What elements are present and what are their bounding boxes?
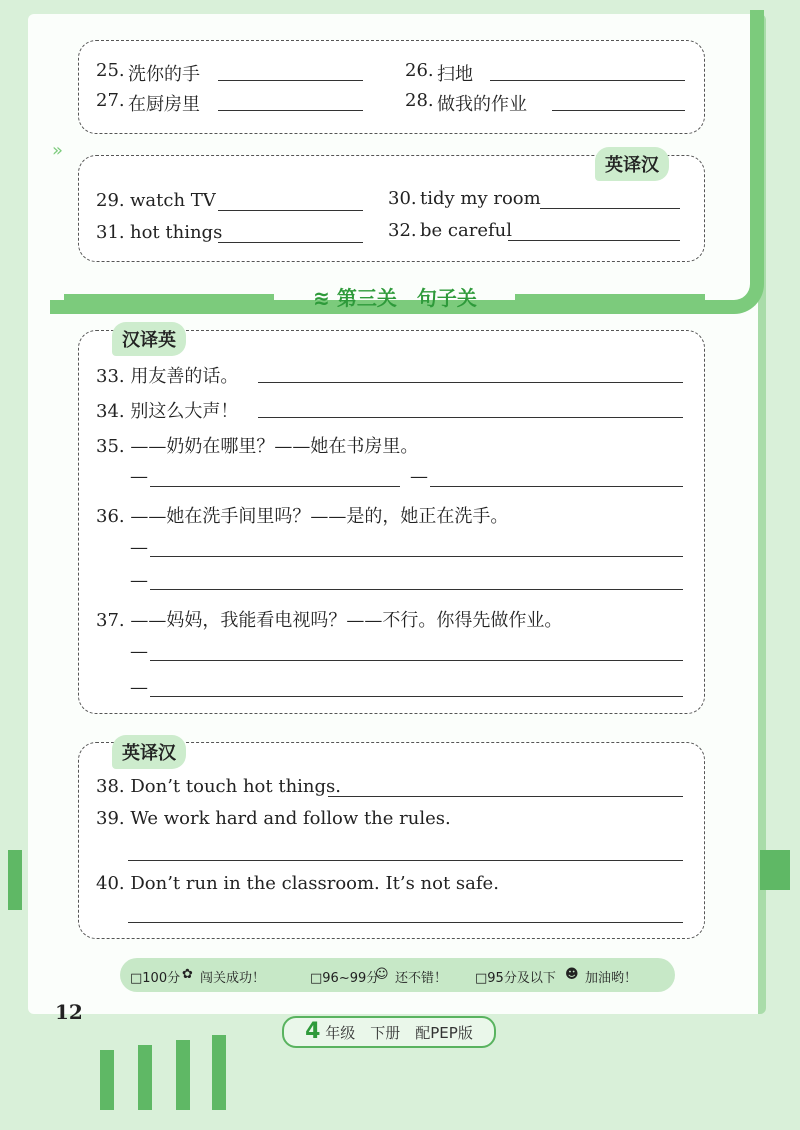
- answer-line-32[interactable]: [508, 240, 680, 241]
- decoration-bar: [212, 1035, 226, 1110]
- chevron-icon: »: [52, 140, 64, 161]
- score-95-checkbox[interactable]: □95分及以下: [475, 971, 556, 986]
- score-100-message: 闯关成功！: [200, 971, 266, 986]
- question-33: 33. 用友善的话。: [96, 366, 239, 387]
- item-28-text: 做我的作业: [437, 94, 527, 115]
- section-bar-left: [64, 294, 274, 304]
- dash-37a: —: [130, 641, 148, 662]
- question-35: 35. ——奶奶在哪里？——她在书房里。: [96, 436, 419, 457]
- answer-line-25[interactable]: [218, 80, 363, 81]
- decoration-bar: [176, 1040, 190, 1110]
- decoration-bar: [8, 850, 22, 910]
- tag-en-to-cn-2: 英译汉: [112, 735, 186, 769]
- score-96-checkbox[interactable]: □96~99分: [310, 971, 380, 986]
- answer-line-38[interactable]: [328, 796, 683, 797]
- answer-line-36a[interactable]: [150, 556, 683, 557]
- item-25-text: 洗你的手: [128, 64, 200, 85]
- answer-line-30[interactable]: [540, 208, 680, 209]
- item-25: 25.: [96, 60, 125, 81]
- answer-line-36b[interactable]: [150, 589, 683, 590]
- answer-line-33[interactable]: [258, 382, 683, 383]
- dash-35b: —: [410, 466, 428, 487]
- grade-text: 年级 下册 配PEP版: [325, 1024, 473, 1042]
- wave-icon: ≋: [313, 286, 330, 310]
- answer-line-35a[interactable]: [150, 486, 400, 487]
- smile-face-icon: ☺: [375, 967, 389, 982]
- item-31-text: hot things: [130, 222, 223, 243]
- vocab-box-1: [78, 40, 705, 134]
- grade-footer: [282, 1016, 496, 1048]
- item-31: 31.: [96, 222, 125, 243]
- dash-35a: —: [130, 466, 148, 487]
- score-96-message: 还不错！: [395, 971, 448, 986]
- cheer-face-icon: ☻: [565, 967, 579, 982]
- dash-36b: —: [130, 570, 148, 591]
- decoration-bar: [100, 1050, 114, 1110]
- question-40: 40. Don’t run in the classroom. It’s not safe.: [96, 873, 499, 894]
- item-27: 27.: [96, 90, 125, 111]
- score-95-message: 加油哟！: [585, 971, 638, 986]
- flower-face-icon: ✿: [182, 967, 193, 982]
- answer-line-31[interactable]: [218, 242, 363, 243]
- section-title-text: 第三关 句子关: [336, 286, 477, 310]
- item-28: 28.: [405, 90, 434, 111]
- question-37: 37. ——妈妈，我能看电视吗？——不行。你得先做作业。: [96, 610, 563, 631]
- section-title: [280, 282, 510, 312]
- question-34: 34. 别这么大声！: [96, 401, 239, 422]
- sentence-box-en-to-cn: [78, 742, 705, 939]
- page-number: 12: [55, 1000, 83, 1024]
- answer-line-29[interactable]: [218, 210, 363, 211]
- item-32: 32.: [388, 220, 417, 241]
- item-27-text: 在厨房里: [128, 94, 200, 115]
- answer-line-27[interactable]: [218, 110, 363, 111]
- dash-37b: —: [130, 677, 148, 698]
- section-bar-right: [515, 294, 705, 304]
- tag-cn-to-en: 汉译英: [112, 322, 186, 356]
- grade-number: 4: [305, 1019, 321, 1044]
- question-36: 36. ——她在洗手间里吗？——是的，她正在洗手。: [96, 506, 509, 527]
- decoration-bar: [138, 1045, 152, 1110]
- dash-36a: —: [130, 537, 148, 558]
- item-26-text: 扫地: [437, 64, 473, 85]
- answer-line-34[interactable]: [258, 417, 683, 418]
- answer-line-39[interactable]: [128, 860, 683, 861]
- question-39: 39. We work hard and follow the rules.: [96, 808, 451, 829]
- item-30-text: tidy my room: [420, 188, 541, 209]
- decoration-bar: [760, 850, 790, 890]
- question-38: 38. Don’t touch hot things.: [96, 776, 341, 797]
- item-29: 29.: [96, 190, 125, 211]
- item-29-text: watch TV: [130, 190, 216, 211]
- answer-line-40[interactable]: [128, 922, 683, 923]
- item-30: 30.: [388, 188, 417, 209]
- item-26: 26.: [405, 60, 434, 81]
- answer-line-37b[interactable]: [150, 696, 683, 697]
- answer-line-37a[interactable]: [150, 660, 683, 661]
- answer-line-26[interactable]: [490, 80, 685, 81]
- score-bar: [120, 958, 675, 992]
- answer-line-28[interactable]: [552, 110, 685, 111]
- answer-line-35b[interactable]: [430, 486, 683, 487]
- score-100-checkbox[interactable]: □100分: [130, 971, 181, 986]
- item-32-text: be careful: [420, 220, 512, 241]
- tag-en-to-cn: 英译汉: [595, 147, 669, 181]
